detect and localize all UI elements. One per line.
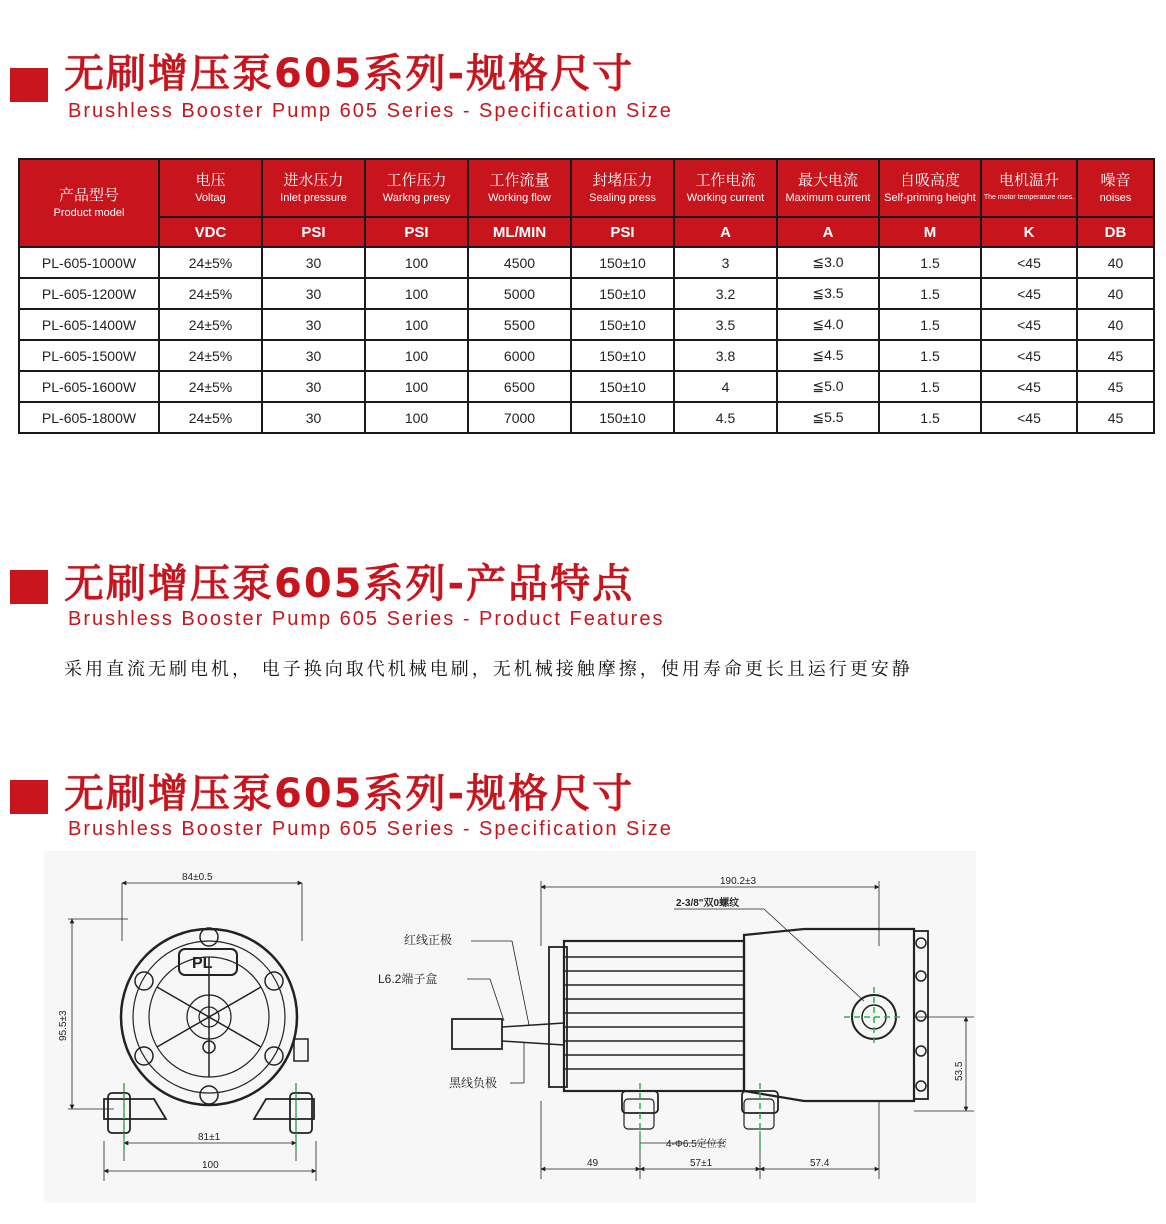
table-cell: 1.5 — [879, 402, 981, 433]
table-cell: 30 — [262, 309, 365, 340]
table-cell: 30 — [262, 371, 365, 402]
header-cell: 工作流量 Working flow — [468, 159, 571, 217]
table-cell: 100 — [365, 402, 468, 433]
front-view — [68, 883, 316, 1181]
table-cell: 30 — [262, 402, 365, 433]
table-cell: 40 — [1077, 278, 1154, 309]
unit-cell: PSI — [365, 217, 468, 247]
header-cell: 噪音 noises — [1077, 159, 1154, 217]
table-cell: 100 — [365, 309, 468, 340]
holes-label: 4-Φ6.5定位套 — [666, 1139, 727, 1150]
table-cell: 5000 — [468, 278, 571, 309]
spec-title-cn: 无刷增压泵605系列-规格尺寸 — [64, 51, 635, 97]
table-cell: 5500 — [468, 309, 571, 340]
unit-cell: DB — [1077, 217, 1154, 247]
table-cell: 1.5 — [879, 340, 981, 371]
table-cell: 4.5 — [674, 402, 777, 433]
table-cell: 100 — [365, 371, 468, 402]
front-dim-bottom-inner: 81±1 — [198, 1132, 221, 1143]
table-cell: 40 — [1077, 309, 1154, 340]
front-logo: PL — [192, 955, 213, 972]
table-cell: 4500 — [468, 247, 571, 278]
table-row — [19, 278, 1154, 309]
header-cell: 自吸高度 Self-priming height — [879, 159, 981, 217]
table-cell: 3 — [674, 247, 777, 278]
unit-cell: A — [777, 217, 879, 247]
table-cell: 1.5 — [879, 309, 981, 340]
table-cell: ≦5.0 — [777, 371, 879, 402]
unit-cell: PSI — [571, 217, 674, 247]
table-cell: 30 — [262, 278, 365, 309]
side-dim-49: 49 — [587, 1158, 599, 1169]
features-title-cn: 无刷增压泵605系列-产品特点 — [64, 561, 635, 607]
table-cell: 3.2 — [674, 278, 777, 309]
red-square-icon — [10, 570, 48, 604]
table-cell: 24±5% — [159, 247, 262, 278]
dimensions-title-cn: 无刷增压泵605系列-规格尺寸 — [64, 771, 635, 817]
table-cell: <45 — [981, 402, 1077, 433]
red-wire-label: 红线正极 — [404, 933, 453, 947]
table-cell: ≦4.5 — [777, 340, 879, 371]
table-cell: 45 — [1077, 371, 1154, 402]
table-row — [19, 247, 1154, 278]
table-cell: 30 — [262, 247, 365, 278]
header-cell: 工作电流 Working current — [674, 159, 777, 217]
table-cell: 100 — [365, 340, 468, 371]
unit-cell: ML/MIN — [468, 217, 571, 247]
thread-label: 2-3/8"双0螺纹 — [676, 898, 740, 909]
table-cell: 24±5% — [159, 371, 262, 402]
model-cell: PL-605-1500W — [19, 340, 159, 371]
header-cell: 工作压力 Warkng presy — [365, 159, 468, 217]
terminal-label: L6.2端子盒 — [378, 972, 438, 986]
table-cell: 150±10 — [571, 278, 674, 309]
feature-text: 采用直流无刷电机， 电子换向取代机械电刷，无机械接触摩擦，使用寿命更长且运行更安静 — [64, 659, 913, 680]
table-row — [19, 340, 1154, 371]
unit-cell: PSI — [262, 217, 365, 247]
front-dim-bottom: 100 — [202, 1160, 219, 1171]
table-cell: 1.5 — [879, 371, 981, 402]
table-cell: <45 — [981, 309, 1077, 340]
model-cell: PL-605-1000W — [19, 247, 159, 278]
header-cell: 进水压力 Inlet pressure — [262, 159, 365, 217]
table-cell: 150±10 — [571, 309, 674, 340]
table-cell: 45 — [1077, 402, 1154, 433]
red-square-icon — [10, 780, 48, 814]
black-wire-label: 黑线负极 — [449, 1076, 498, 1090]
table-row — [19, 309, 1154, 340]
side-dim-right: 53.5 — [954, 1061, 965, 1081]
front-dim-top: 84±0.5 — [182, 872, 213, 883]
table-cell: 150±10 — [571, 247, 674, 278]
table-cell: 45 — [1077, 340, 1154, 371]
dimension-drawing — [44, 851, 976, 1203]
table-cell: 3.5 — [674, 309, 777, 340]
table-cell: 1.5 — [879, 247, 981, 278]
table-cell: <45 — [981, 278, 1077, 309]
spec-title-en: Brushless Booster Pump 605 Series - Specification Size — [68, 100, 673, 122]
side-dim-574: 57.4 — [810, 1158, 830, 1169]
header-cell: 电机温升 The motor temperature rises. — [981, 159, 1077, 217]
table-cell: <45 — [981, 371, 1077, 402]
table-body — [19, 247, 1154, 433]
model-cell: PL-605-1200W — [19, 278, 159, 309]
dimensions-title-en: Brushless Booster Pump 605 Series - Specification Size — [68, 818, 673, 840]
table-row — [19, 371, 1154, 402]
table-cell: 24±5% — [159, 309, 262, 340]
table-row — [19, 402, 1154, 433]
table-cell: 150±10 — [571, 340, 674, 371]
model-cell: PL-605-1400W — [19, 309, 159, 340]
header-cell-model: 产品型号 Product model — [19, 159, 159, 247]
table-cell: 4 — [674, 371, 777, 402]
table-unit-row — [19, 217, 1154, 247]
header-cell: 最大电流 Maximum current — [777, 159, 879, 217]
table-cell: ≦3.5 — [777, 278, 879, 309]
unit-cell: VDC — [159, 217, 262, 247]
table-cell: 24±5% — [159, 340, 262, 371]
table-cell: 24±5% — [159, 402, 262, 433]
front-dim-left: 95.5±3 — [58, 1010, 69, 1041]
table-cell: 40 — [1077, 247, 1154, 278]
table-cell: ≦4.0 — [777, 309, 879, 340]
header-cell: 电压 Voltag — [159, 159, 262, 217]
table-cell: <45 — [981, 247, 1077, 278]
side-view — [452, 881, 974, 1179]
table-cell: 150±10 — [571, 402, 674, 433]
unit-cell: A — [674, 217, 777, 247]
table-cell: 100 — [365, 247, 468, 278]
table-cell: <45 — [981, 340, 1077, 371]
model-cell: PL-605-1600W — [19, 371, 159, 402]
table-cell: ≦3.0 — [777, 247, 879, 278]
unit-cell: K — [981, 217, 1077, 247]
table-cell: 30 — [262, 340, 365, 371]
table-cell: 100 — [365, 278, 468, 309]
features-title-en: Brushless Booster Pump 605 Series - Product Features — [68, 608, 665, 630]
side-dim-top: 190.2±3 — [720, 876, 757, 887]
table-cell: ≦5.5 — [777, 402, 879, 433]
table-cell: 24±5% — [159, 278, 262, 309]
header-cell: 封堵压力 Sealing press — [571, 159, 674, 217]
table-cell: 6500 — [468, 371, 571, 402]
red-square-icon — [10, 68, 48, 102]
table-cell: 150±10 — [571, 371, 674, 402]
unit-cell: M — [879, 217, 981, 247]
table-cell: 7000 — [468, 402, 571, 433]
model-cell: PL-605-1800W — [19, 402, 159, 433]
table-cell: 6000 — [468, 340, 571, 371]
table-header-row — [19, 159, 1154, 217]
table-cell: 3.8 — [674, 340, 777, 371]
table-cell: 1.5 — [879, 278, 981, 309]
spec-table — [18, 158, 1155, 434]
side-dim-57: 57±1 — [690, 1158, 713, 1169]
